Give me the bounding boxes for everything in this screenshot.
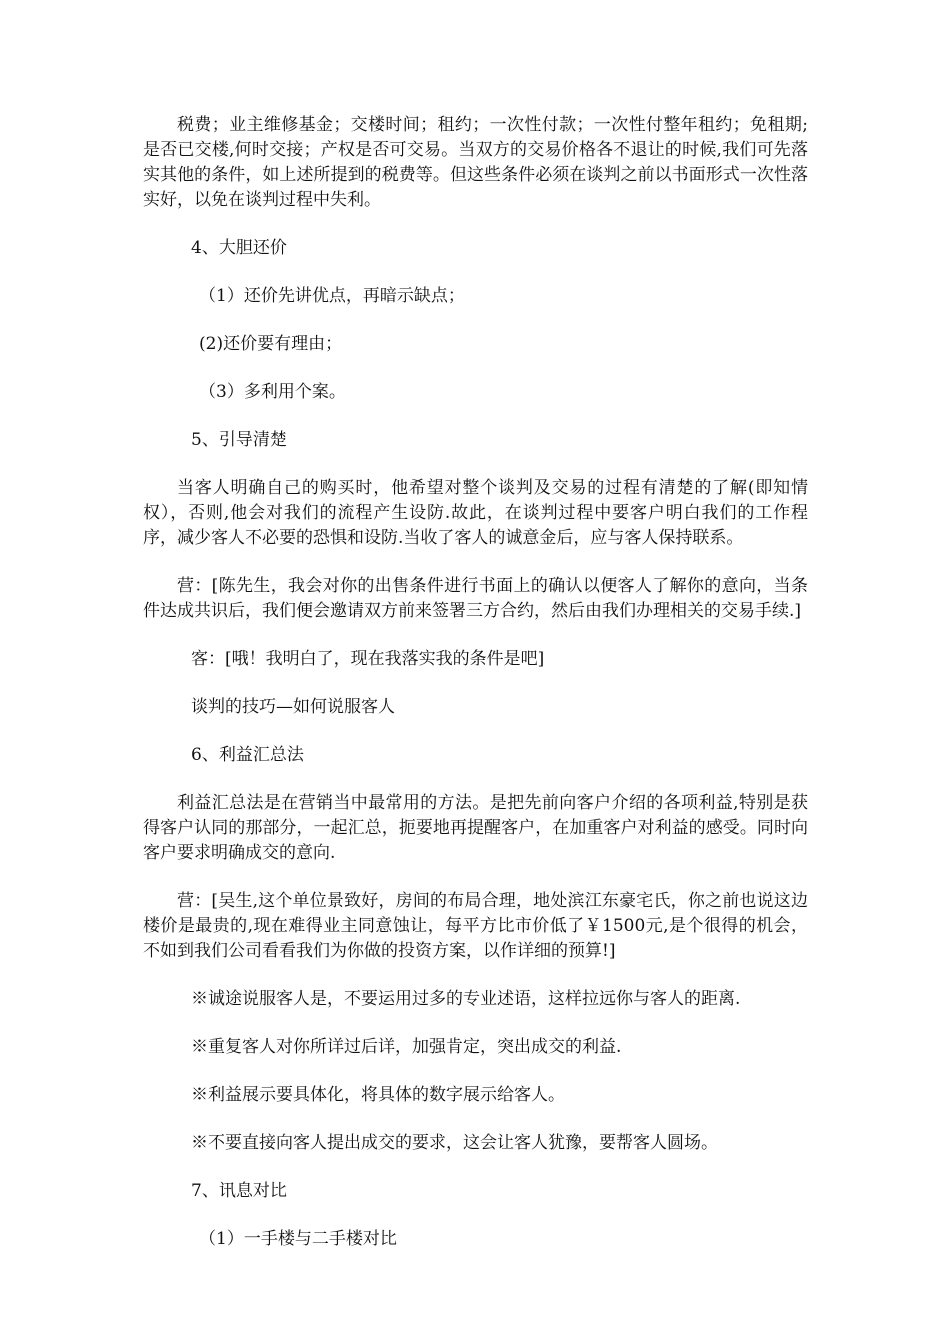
heading-bold-counteroffer: 4、大胆还价 (191, 238, 287, 258)
paragraph-guide-clearly: 当客人明确自己的购买时，他希望对整个谈判及交易的过程有清楚的了解(即知情权），否则,他会对我们的流程产生设防.故此，在谈判过程中要客户明白我们的工作程序，减少客人不必要的恐惧和设防.当收了客人的诚意金后，应与客人保持联系。 (143, 478, 808, 548)
note-item-1: ※诚途说服客人是，不要运用过多的专业述语，这样拉远你与客人的距离. (191, 989, 741, 1009)
note-item-4: ※不要直接向客人提出成交的要求，这会让客人犹豫，要帮客人圆场。 (191, 1133, 718, 1153)
list-item-counteroffer-1: （1）还价先讲优点，再暗示缺点； (199, 286, 465, 306)
subheading-persuasion: 谈判的技巧—如何说服客人 (191, 697, 395, 717)
list-item-comparison-1: （1）一手楼与二手楼对比 (199, 1229, 397, 1249)
list-item-counteroffer-3: （3）多利用个案。 (199, 382, 346, 402)
paragraph-agent-dialogue-2: 营：[吴生,这个单位景致好，房间的布局合理，地处滨江东豪宅氏，你之前也说这边楼价是最贵的,现在难得业主同意蚀让，每平方比市价低了￥1500元,是个很得的机会，不如到我们公司看看我们为你做的投资方案，以作详细的预算!] (143, 891, 808, 961)
heading-benefit-summary: 6、利益汇总法 (191, 745, 304, 765)
paragraph-conditions: 税费；业主维修基金；交楼时间；租约；一次性付款；一次性付整年租约；免租期;是否已交楼,何时交接；产权是否可交易。当双方的交易价格各不退让的时候,我们可先落实其他的条件，如上述所提到的税费等。但这些条件必须在谈判之前以书面形式一次性落实好，以免在谈判过程中失利。 (143, 115, 808, 210)
paragraph-benefit-summary: 利益汇总法是在营销当中最常用的方法。是把先前向客户介绍的各项利益,特别是获得客户认同的那部分，一起汇总，扼要地再提醒客户，在加重客户对利益的感受。同时向客户要求明确成交的意向. (143, 793, 808, 863)
heading-guide-clearly: 5、引导清楚 (191, 430, 287, 450)
heading-info-comparison: 7、讯息对比 (191, 1181, 287, 1201)
paragraph-agent-dialogue-1: 营：[陈先生，我会对你的出售条件进行书面上的确认以便客人了解你的意向，当条件达成共识后，我们便会邀请双方前来签署三方合约，然后由我们办理相关的交易手续.] (143, 576, 808, 621)
note-item-2: ※重复客人对你所详过后详，加强肯定，突出成交的利益. (191, 1037, 622, 1057)
document-body (143, 113, 808, 1275)
note-item-3: ※利益展示要具体化，将具体的数字展示给客人。 (191, 1085, 565, 1105)
list-item-counteroffer-2: (2)还价要有理由； (199, 334, 343, 354)
client-dialogue: 客：[哦！我明白了，现在我落实我的条件是吧] (191, 649, 545, 669)
